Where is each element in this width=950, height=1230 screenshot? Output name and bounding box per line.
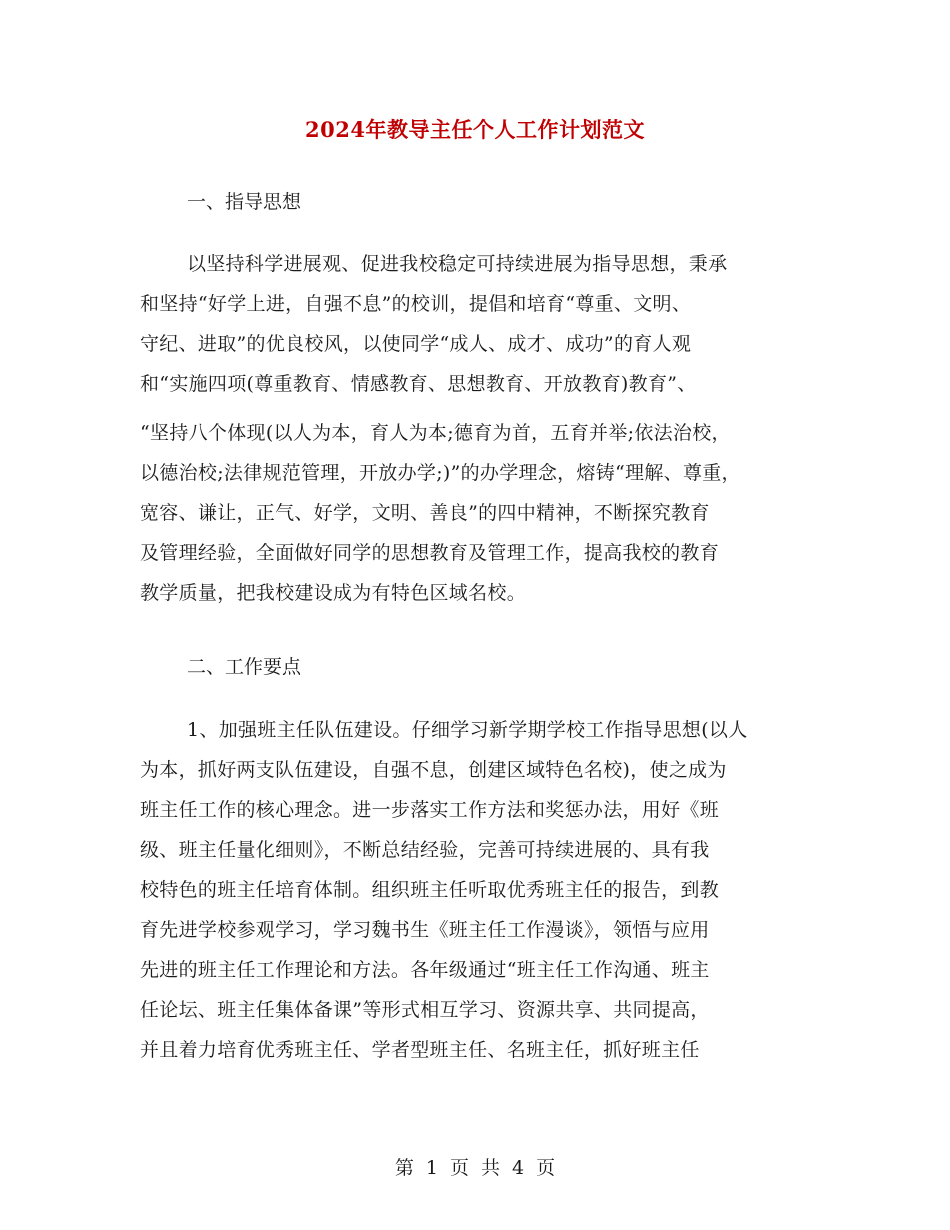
footer-page-number: 1 bbox=[425, 1157, 438, 1179]
paragraph-line: 级、班主任量化细则》，不断总结经验，完善可持续进展的、具有我 bbox=[140, 839, 710, 861]
paragraph-line: 任论坛、班主任集体备课”等形式相互学习、资源共享、共同提高， bbox=[140, 999, 710, 1021]
footer-page-word: 页 bbox=[449, 1157, 469, 1179]
section-heading-work-points: 二、工作要点 bbox=[187, 656, 302, 678]
paragraph-line: 育先进学校参观学习，学习魏书生《班主任工作漫谈》，领悟与应用 bbox=[140, 919, 710, 941]
paragraph-line: 和“实施四项(尊重教育、情感教育、思想教育、开放教育)教育”、 bbox=[140, 373, 697, 395]
document-title: 2024年教导主任个人工作计划范文 bbox=[305, 117, 645, 142]
paragraph-line: “坚持八个体现(以人为本，育人为本;德育为首，五育并举;依法治校， bbox=[140, 422, 731, 444]
paragraph-line: 1、加强班主任队伍建设。仔细学习新学期学校工作指导思想(以人 bbox=[187, 719, 748, 741]
paragraph-line: 和坚持“好学上进，自强不息”的校训，提倡和培育“尊重、文明、 bbox=[140, 293, 692, 315]
section-heading-guiding-thought: 一、指导思想 bbox=[187, 191, 302, 213]
paragraph-line: 并且着力培育优秀班主任、学者型班主任、名班主任，抓好班主任 bbox=[140, 1039, 700, 1061]
paragraph-line: 为本，抓好两支队伍建设，自强不息，创建区域特色名校)，使之成为 bbox=[140, 759, 727, 781]
paragraph-line: 以德治校;法律规范管理，开放办学;)”的办学理念，熔铸“理解、尊重， bbox=[140, 462, 741, 484]
paragraph-line: 先进的班主任工作理论和方法。各年级通过“班主任工作沟通、班主 bbox=[140, 959, 710, 981]
page-footer bbox=[0, 1153, 950, 1180]
paragraph-line: 宽容、谦让，正气、好学，文明、善良”的四中精神，不断探究教育 bbox=[140, 502, 710, 524]
footer-prefix: 第 bbox=[394, 1157, 414, 1179]
footer-total-pages: 4 bbox=[512, 1157, 525, 1179]
paragraph-line: 守纪、进取”的优良校风，以使同学“成人、成才、成功”的育人观 bbox=[140, 333, 692, 355]
paragraph-line: 校特色的班主任培育体制。组织班主任听取优秀班主任的报告，到教 bbox=[140, 879, 720, 901]
footer-total-word: 共 bbox=[481, 1157, 501, 1179]
footer-suffix: 页 bbox=[536, 1157, 556, 1179]
paragraph-line: 以坚持科学进展观、促进我校稳定可持续进展为指导思想，秉承 bbox=[187, 253, 728, 275]
paragraph-line: 教学质量，把我校建设成为有特色区域名校。 bbox=[140, 582, 527, 604]
paragraph-line: 班主任工作的核心理念。进一步落实工作方法和奖惩办法，用好《班 bbox=[140, 799, 720, 821]
paragraph-line: 及管理经验，全面做好同学的思想教育及管理工作，提高我校的教育 bbox=[140, 542, 720, 564]
